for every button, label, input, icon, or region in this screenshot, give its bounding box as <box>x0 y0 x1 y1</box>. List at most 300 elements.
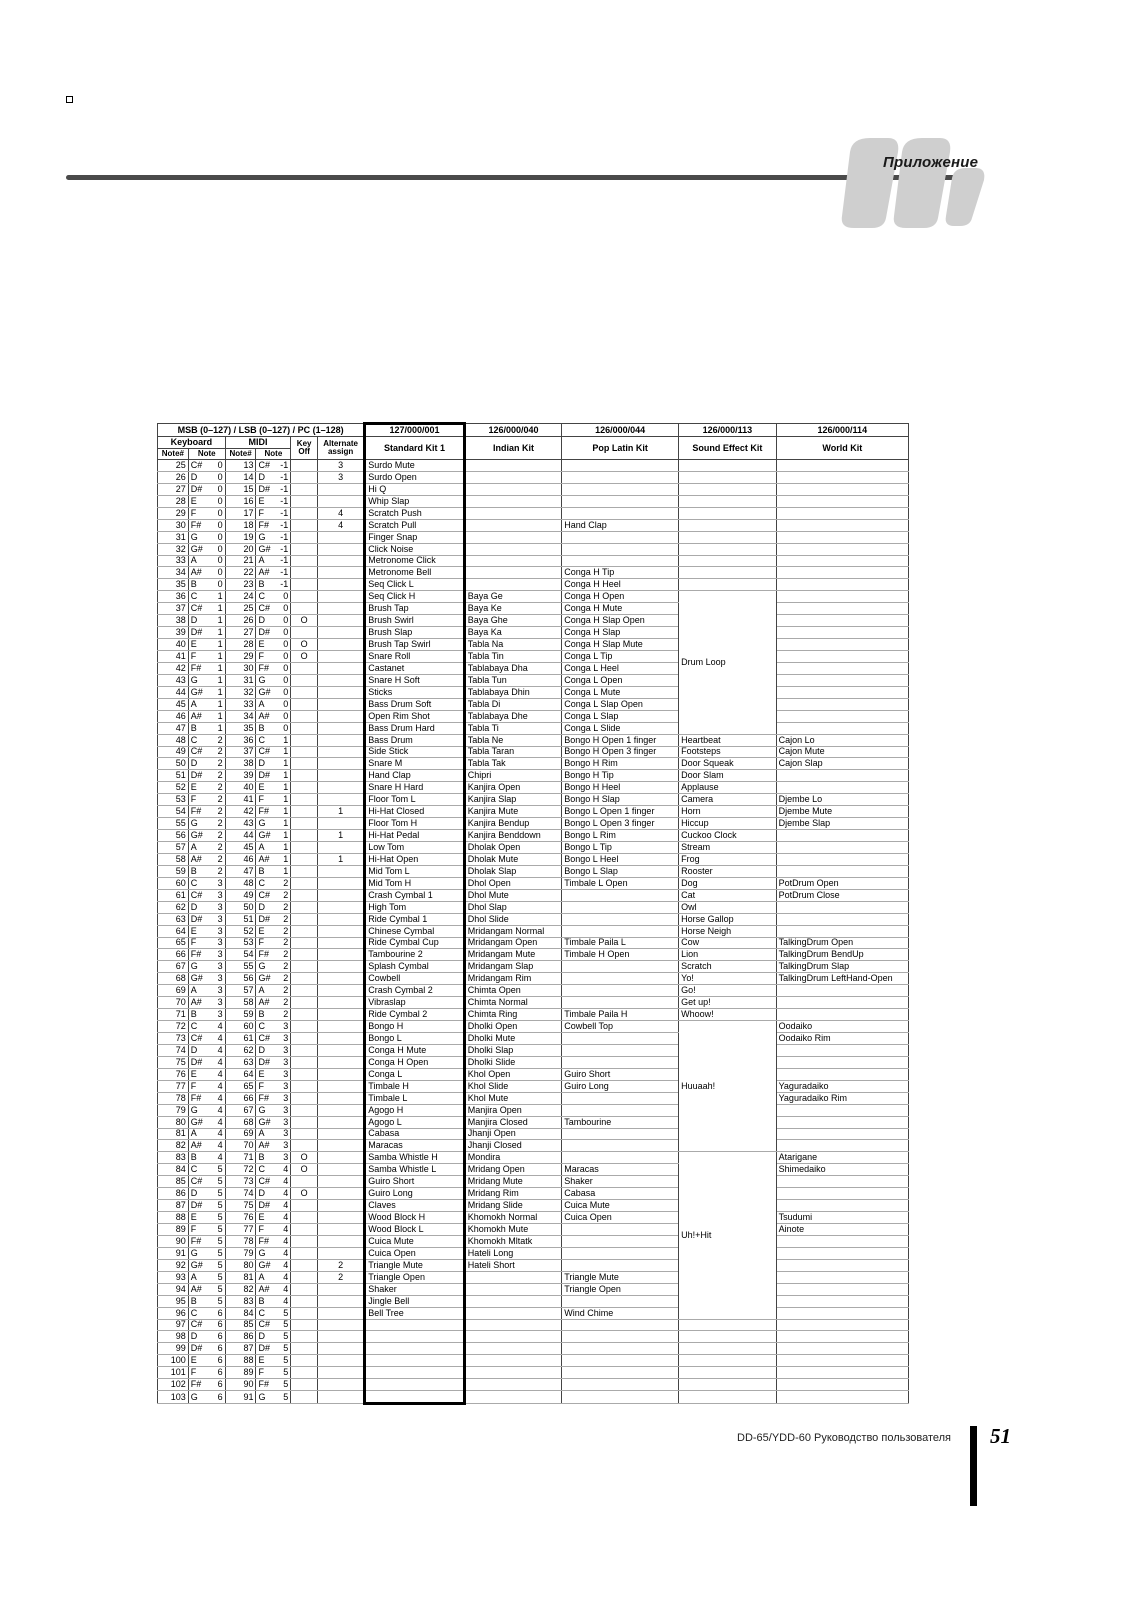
midi-note: D <box>256 1331 275 1343</box>
standard-kit-cell: Timbale H <box>365 1080 465 1092</box>
world-kit-cell: Cajon Mute <box>776 746 908 758</box>
table-row <box>158 842 909 854</box>
midi-note-number: 52 <box>225 925 256 937</box>
keyboard-note: D <box>188 615 207 627</box>
keyboard-note: D <box>188 1188 207 1200</box>
world-kit-cell <box>776 1367 908 1379</box>
world-kit-cell <box>776 471 908 483</box>
world-kit-cell <box>776 913 908 925</box>
midi-note: G# <box>256 1259 275 1271</box>
pop-latin-kit-cell: Conga H Heel <box>562 579 679 591</box>
indian-kit-cell <box>464 1295 561 1307</box>
midi-note: E <box>256 1355 275 1367</box>
midi-note-number: 59 <box>225 1009 256 1021</box>
key-off <box>291 889 318 901</box>
world-kit-cell <box>776 686 908 698</box>
sound-effect-kit-cell <box>679 471 776 483</box>
keyboard-octave: 0 <box>208 555 225 567</box>
midi-note: G <box>256 818 275 830</box>
indian-kit-cell <box>464 543 561 555</box>
pop-latin-kit-cell <box>562 1044 679 1056</box>
midi-note-number: 38 <box>225 758 256 770</box>
midi-octave: 5 <box>275 1391 290 1404</box>
key-off <box>291 1391 318 1404</box>
pop-latin-kit-cell: Cowbell Top <box>562 1021 679 1033</box>
keyboard-octave: 0 <box>208 531 225 543</box>
keyboard-note-number: 32 <box>158 543 189 555</box>
indian-kit-cell: Dholak Open <box>464 842 561 854</box>
midi-note: G# <box>256 830 275 842</box>
standard-kit-cell <box>365 1379 465 1391</box>
pop-latin-kit-cell <box>562 1056 679 1068</box>
indian-kit-cell: Mridang Open <box>464 1164 561 1176</box>
keyboard-note-number: 39 <box>158 627 189 639</box>
keyboard-note-number: 81 <box>158 1128 189 1140</box>
pop-latin-kit-cell: Bongo L Open 3 finger <box>562 818 679 830</box>
world-kit-cell <box>776 662 908 674</box>
midi-note: D <box>256 901 275 913</box>
midi-note-number: 47 <box>225 865 256 877</box>
pop-latin-kit-cell <box>562 1331 679 1343</box>
standard-kit-cell: Conga H Open <box>365 1056 465 1068</box>
pop-latin-kit-cell: Bongo H Open 1 finger <box>562 734 679 746</box>
midi-note: D <box>256 471 275 483</box>
keyboard-note: A# <box>188 1140 207 1152</box>
indian-kit-cell: Dholki Mute <box>464 1033 561 1045</box>
table-row <box>158 1391 909 1404</box>
key-off <box>291 555 318 567</box>
indian-kit-cell <box>464 1331 561 1343</box>
midi-note-number: 15 <box>225 483 256 495</box>
keyboard-octave: 6 <box>208 1391 225 1404</box>
keyboard-octave: 0 <box>208 460 225 472</box>
world-kit-cell <box>776 1116 908 1128</box>
midi-note: E <box>256 925 275 937</box>
key-off <box>291 853 318 865</box>
midi-note-number: 86 <box>225 1331 256 1343</box>
keyboard-note: F# <box>188 806 207 818</box>
sound-effect-kit-cell: Camera <box>679 794 776 806</box>
keyboard-note-number: 33 <box>158 555 189 567</box>
section-tab-graphic <box>840 132 990 232</box>
midi-octave: 3 <box>275 1021 290 1033</box>
pop-latin-kit-cell <box>562 1259 679 1271</box>
midi-octave: 1 <box>275 818 290 830</box>
standard-kit-cell: Guiro Short <box>365 1176 465 1188</box>
midi-octave: 1 <box>275 746 290 758</box>
standard-kit-cell: Floor Tom H <box>365 818 465 830</box>
midi-note-number: 84 <box>225 1307 256 1319</box>
midi-note: B <box>256 722 275 734</box>
keyboard-note-number: 55 <box>158 818 189 830</box>
world-kit-cell: TalkingDrum BendUp <box>776 949 908 961</box>
standard-kit-cell: Ride Cymbal Cup <box>365 937 465 949</box>
keyboard-octave: 5 <box>208 1247 225 1259</box>
indian-kit-cell <box>464 1319 561 1331</box>
pop-latin-kit-cell: Wind Chime <box>562 1307 679 1319</box>
keyboard-note: D <box>188 471 207 483</box>
keyboard-octave: 4 <box>208 1068 225 1080</box>
midi-note-number: 67 <box>225 1104 256 1116</box>
indian-kit-cell: Tabla Tin <box>464 651 561 663</box>
midi-note-number: 36 <box>225 734 256 746</box>
keyboard-octave: 0 <box>208 519 225 531</box>
world-kit-cell: Yaguradaiko Rim <box>776 1092 908 1104</box>
keyboard-note-number: 73 <box>158 1033 189 1045</box>
key-off <box>291 961 318 973</box>
keyboard-note: E <box>188 1355 207 1367</box>
world-kit-cell <box>776 770 908 782</box>
standard-kit-cell: Brush Tap Swirl <box>365 639 465 651</box>
key-off <box>291 698 318 710</box>
midi-note-number: 35 <box>225 722 256 734</box>
indian-kit-cell <box>464 483 561 495</box>
keyboard-note-number-header: Note# <box>158 449 189 460</box>
table-row <box>158 937 909 949</box>
midi-note: F <box>256 937 275 949</box>
keyboard-note: E <box>188 782 207 794</box>
keyboard-note-number: 45 <box>158 698 189 710</box>
alternate-assign <box>317 1116 364 1128</box>
keyboard-note-number: 25 <box>158 460 189 472</box>
indian-kit-cell: Mridang Mute <box>464 1176 561 1188</box>
pop-latin-kit-cell: Bongo H Open 3 finger <box>562 746 679 758</box>
midi-note: C# <box>256 1033 275 1045</box>
midi-note-number: 33 <box>225 698 256 710</box>
alternate-assign <box>317 1295 364 1307</box>
alternate-assign <box>317 949 364 961</box>
world-kit-cell: Shimedaiko <box>776 1164 908 1176</box>
keyboard-note: F# <box>188 1092 207 1104</box>
pop-latin-kit-cell: Conga H Slap <box>562 627 679 639</box>
alternate-assign <box>317 997 364 1009</box>
world-kit-cell <box>776 997 908 1009</box>
keyboard-octave: 1 <box>208 615 225 627</box>
pop-latin-kit-cell <box>562 555 679 567</box>
standard-kit-cell <box>365 1391 465 1404</box>
pop-latin-kit-cell: Bongo H Rim <box>562 758 679 770</box>
table-row <box>158 734 909 746</box>
indian-kit-cell: Manjira Closed <box>464 1116 561 1128</box>
table-row <box>158 1343 909 1355</box>
keyboard-octave: 1 <box>208 710 225 722</box>
keyboard-octave: 1 <box>208 674 225 686</box>
world-kit-cell <box>776 1295 908 1307</box>
keyboard-note: G# <box>188 543 207 555</box>
keyboard-octave: 1 <box>208 662 225 674</box>
indian-kit-cell: Tablabaya Dhin <box>464 686 561 698</box>
midi-octave: 0 <box>275 651 290 663</box>
midi-octave: 0 <box>275 591 290 603</box>
world-kit-cell: Oodaiko Rim <box>776 1033 908 1045</box>
keyboard-note-number: 60 <box>158 877 189 889</box>
midi-note-number: 91 <box>225 1391 256 1404</box>
indian-kit-cell: Dhol Slide <box>464 913 561 925</box>
table-row <box>158 1021 909 1033</box>
keyboard-note: D# <box>188 483 207 495</box>
world-kit-cell: Djembe Mute <box>776 806 908 818</box>
midi-note-number: 71 <box>225 1152 256 1164</box>
midi-octave: 4 <box>275 1224 290 1236</box>
standard-kit-cell: Maracas <box>365 1140 465 1152</box>
midi-note-number: 64 <box>225 1068 256 1080</box>
key-off <box>291 842 318 854</box>
key-off <box>291 1116 318 1128</box>
standard-kit-cell: Bell Tree <box>365 1307 465 1319</box>
midi-note: A <box>256 842 275 854</box>
world-kit-cell <box>776 507 908 519</box>
standard-kit-cell: Brush Tap <box>365 603 465 615</box>
midi-octave: -1 <box>275 555 290 567</box>
world-kit-cell: TalkingDrum Slap <box>776 961 908 973</box>
alternate-assign <box>317 710 364 722</box>
keyboard-octave: 2 <box>208 865 225 877</box>
keyboard-octave: 6 <box>208 1307 225 1319</box>
world-kit-cell <box>776 1331 908 1343</box>
keyboard-note: C <box>188 734 207 746</box>
midi-note-number: 19 <box>225 531 256 543</box>
world-kit-cell <box>776 925 908 937</box>
world-kit-cell: Djembe Lo <box>776 794 908 806</box>
midi-note-number: 81 <box>225 1271 256 1283</box>
keyboard-note-number: 101 <box>158 1367 189 1379</box>
keyboard-note-number: 74 <box>158 1044 189 1056</box>
indian-kit-cell: Chimta Normal <box>464 997 561 1009</box>
midi-octave: 0 <box>275 603 290 615</box>
key-off <box>291 1044 318 1056</box>
msb-lsb-pc-header: MSB (0–127) / LSB (0–127) / PC (1–128) <box>158 424 365 437</box>
standard-kit-cell: Cowbell <box>365 973 465 985</box>
midi-octave: 3 <box>275 1080 290 1092</box>
midi-octave: 1 <box>275 830 290 842</box>
standard-kit-cell: Snare H Hard <box>365 782 465 794</box>
indian-kit-cell: Tabla Ti <box>464 722 561 734</box>
pop-latin-kit-cell <box>562 1033 679 1045</box>
keyboard-note-number: 47 <box>158 722 189 734</box>
key-off <box>291 483 318 495</box>
keyboard-header: Keyboard <box>158 437 226 449</box>
world-kit-cell <box>776 1200 908 1212</box>
keyboard-note: E <box>188 1068 207 1080</box>
table-row <box>158 1033 909 1045</box>
world-kit-cell <box>776 1343 908 1355</box>
world-kit-cell: Ainote <box>776 1224 908 1236</box>
alternate-assign <box>317 985 364 997</box>
key-off <box>291 543 318 555</box>
sound-effect-kit-cell: Applause <box>679 782 776 794</box>
midi-note-number: 53 <box>225 937 256 949</box>
keyboard-note-number: 52 <box>158 782 189 794</box>
alternate-assign <box>317 1152 364 1164</box>
midi-note-number: 45 <box>225 842 256 854</box>
key-off <box>291 722 318 734</box>
midi-note-number: 79 <box>225 1247 256 1259</box>
kit-name-standard: Standard Kit 1 <box>365 437 465 460</box>
alternate-assign <box>317 1307 364 1319</box>
midi-octave: 3 <box>275 1140 290 1152</box>
pop-latin-kit-cell <box>562 507 679 519</box>
world-kit-cell: Cajon Lo <box>776 734 908 746</box>
midi-note-number: 82 <box>225 1283 256 1295</box>
midi-note-number: 76 <box>225 1212 256 1224</box>
sound-effect-kit-cell <box>679 1355 776 1367</box>
pop-latin-kit-cell: Hand Clap <box>562 519 679 531</box>
standard-kit-cell: Chinese Cymbal <box>365 925 465 937</box>
alternate-assign <box>317 1379 364 1391</box>
pop-latin-kit-cell: Bongo H Tip <box>562 770 679 782</box>
alternate-assign <box>317 1391 364 1404</box>
midi-note: A <box>256 555 275 567</box>
midi-note: B <box>256 865 275 877</box>
keyboard-note-number: 102 <box>158 1379 189 1391</box>
keyboard-octave: 5 <box>208 1235 225 1247</box>
alternate-assign <box>317 1092 364 1104</box>
keyboard-note: D <box>188 1331 207 1343</box>
sound-effect-kit-cell: Cow <box>679 937 776 949</box>
pop-latin-kit-cell: Timbale Paila H <box>562 1009 679 1021</box>
table-row <box>158 949 909 961</box>
keyboard-octave: 0 <box>208 483 225 495</box>
midi-note-number: 60 <box>225 1021 256 1033</box>
kit-code-world: 126/000/114 <box>776 424 908 437</box>
alternate-assign <box>317 842 364 854</box>
midi-octave: 5 <box>275 1319 290 1331</box>
keyboard-note: G <box>188 1391 207 1404</box>
sound-effect-kit-cell: Lion <box>679 949 776 961</box>
keyboard-octave: 1 <box>208 698 225 710</box>
keyboard-note-number: 30 <box>158 519 189 531</box>
standard-kit-cell <box>365 1367 465 1379</box>
table-row <box>158 913 909 925</box>
table-row <box>158 818 909 830</box>
standard-kit-cell: Wood Block H <box>365 1212 465 1224</box>
keyboard-octave: 1 <box>208 722 225 734</box>
midi-note: A# <box>256 567 275 579</box>
midi-note-number: 32 <box>225 686 256 698</box>
page-edge-bar <box>970 1426 977 1506</box>
alternate-assign <box>317 770 364 782</box>
alternate-assign <box>317 889 364 901</box>
alternate-assign <box>317 1068 364 1080</box>
world-kit-cell <box>776 1009 908 1021</box>
standard-kit-cell: Click Noise <box>365 543 465 555</box>
pop-latin-kit-cell: Timbale Paila L <box>562 937 679 949</box>
key-off <box>291 1056 318 1068</box>
midi-note-number: 61 <box>225 1033 256 1045</box>
midi-note-number: 40 <box>225 782 256 794</box>
sound-effect-merged-cell: Drum Loop <box>679 591 776 734</box>
midi-note-number: 74 <box>225 1188 256 1200</box>
midi-note-number: 88 <box>225 1355 256 1367</box>
indian-kit-cell: Khol Open <box>464 1068 561 1080</box>
key-off <box>291 949 318 961</box>
standard-kit-cell <box>365 1319 465 1331</box>
midi-note: D# <box>256 1056 275 1068</box>
keyboard-note: F <box>188 1224 207 1236</box>
table-row <box>158 806 909 818</box>
indian-kit-cell: Chimta Ring <box>464 1009 561 1021</box>
midi-octave: 1 <box>275 794 290 806</box>
keyboard-note: A <box>188 555 207 567</box>
standard-kit-cell: Sticks <box>365 686 465 698</box>
world-kit-cell <box>776 460 908 472</box>
midi-octave: 0 <box>275 662 290 674</box>
keyboard-octave: 4 <box>208 1033 225 1045</box>
sound-effect-kit-cell: Get up! <box>679 997 776 1009</box>
alternate-assign <box>317 901 364 913</box>
table-row <box>158 519 909 531</box>
key-off <box>291 1379 318 1391</box>
midi-note-number: 41 <box>225 794 256 806</box>
standard-kit-cell: Conga H Mute <box>365 1044 465 1056</box>
pop-latin-kit-cell <box>562 483 679 495</box>
keyboard-note-number: 71 <box>158 1009 189 1021</box>
midi-note-number: 65 <box>225 1080 256 1092</box>
world-kit-cell <box>776 1140 908 1152</box>
indian-kit-cell: Kanjira Slap <box>464 794 561 806</box>
keyboard-note-number: 98 <box>158 1331 189 1343</box>
alternate-assign <box>317 603 364 615</box>
alternate-assign <box>317 639 364 651</box>
world-kit-cell <box>776 567 908 579</box>
key-off <box>291 925 318 937</box>
midi-octave: -1 <box>275 579 290 591</box>
keyboard-octave: 2 <box>208 734 225 746</box>
keyboard-octave: 0 <box>208 495 225 507</box>
midi-note-number: 17 <box>225 507 256 519</box>
keyboard-octave: 3 <box>208 985 225 997</box>
alternate-assign <box>317 1283 364 1295</box>
midi-note-number: 58 <box>225 997 256 1009</box>
pop-latin-kit-cell: Conga H Tip <box>562 567 679 579</box>
indian-kit-cell: Hateli Long <box>464 1247 561 1259</box>
key-off <box>291 1104 318 1116</box>
table-row <box>158 782 909 794</box>
standard-kit-cell: Mid Tom H <box>365 877 465 889</box>
keyboard-octave: 4 <box>208 1092 225 1104</box>
sound-effect-kit-cell: Yo! <box>679 973 776 985</box>
sound-effect-kit-cell: Door Slam <box>679 770 776 782</box>
pop-latin-kit-cell: Conga H Slap Open <box>562 615 679 627</box>
keyboard-note-number: 66 <box>158 949 189 961</box>
world-kit-cell <box>776 519 908 531</box>
standard-kit-cell: Scratch Push <box>365 507 465 519</box>
drum-kit-table <box>157 422 909 1405</box>
key-off <box>291 1331 318 1343</box>
world-kit-cell <box>776 1104 908 1116</box>
sound-effect-kit-cell: Stream <box>679 842 776 854</box>
keyboard-note: C <box>188 877 207 889</box>
table-row <box>158 830 909 842</box>
keyboard-octave: 2 <box>208 782 225 794</box>
midi-note: C# <box>256 889 275 901</box>
alternate-assign <box>317 1128 364 1140</box>
standard-kit-cell: Bass Drum Hard <box>365 722 465 734</box>
alternate-assign-header: Alternate assign <box>317 437 364 460</box>
pop-latin-kit-cell <box>562 460 679 472</box>
world-kit-cell <box>776 543 908 555</box>
indian-kit-cell <box>464 1379 561 1391</box>
midi-note: B <box>256 1009 275 1021</box>
midi-note-number: 72 <box>225 1164 256 1176</box>
alternate-assign <box>317 1056 364 1068</box>
key-off <box>291 1295 318 1307</box>
table-row <box>158 1379 909 1391</box>
sound-effect-kit-cell <box>679 483 776 495</box>
keyboard-octave: 2 <box>208 842 225 854</box>
table-row <box>158 686 909 698</box>
keyboard-octave: 5 <box>208 1224 225 1236</box>
